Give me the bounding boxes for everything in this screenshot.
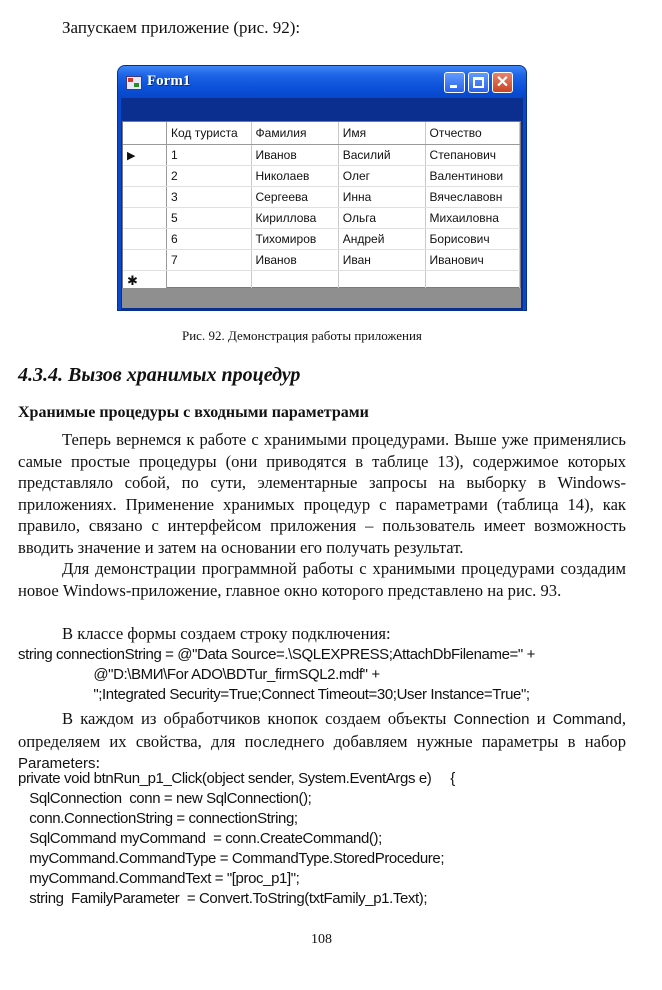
row-header[interactable] xyxy=(123,229,166,250)
grid-header-row xyxy=(123,122,520,145)
cell-family[interactable]: Иванов xyxy=(251,145,338,166)
column-header[interactable]: Отчество xyxy=(425,122,519,145)
code-line: myCommand.CommandText = "[proc_p1]"; xyxy=(18,870,300,887)
table-row[interactable] xyxy=(123,208,520,229)
close-icon: ✕ xyxy=(495,74,510,91)
cell-name[interactable]: Олег xyxy=(338,166,425,187)
code-term: Command xyxy=(552,711,622,728)
subsection-title: Хранимые процедуры с входными параметрами xyxy=(18,404,369,421)
code-line: SqlConnection conn = new SqlConnection(); xyxy=(18,790,312,807)
paragraph: В классе формы создаем строку подключения: xyxy=(62,624,391,643)
cell-id[interactable]: 5 xyxy=(166,208,251,229)
code-term: Parameters xyxy=(18,755,96,772)
current-row-marker[interactable]: ▶ xyxy=(123,145,166,166)
window-title: Form1 xyxy=(147,73,191,89)
code-line: @"D:\ВМИ\For ADO\BDTur_firmSQL2.mdf" + xyxy=(18,666,380,683)
row-header-corner[interactable] xyxy=(123,122,166,145)
cell-family[interactable]: Сергеева xyxy=(251,187,338,208)
cell-family[interactable]: Николаев xyxy=(251,166,338,187)
app-icon xyxy=(126,76,142,90)
form1-window xyxy=(118,66,526,310)
code-line: myCommand.CommandType = CommandType.StoredProcedure; xyxy=(18,850,445,867)
minimize-button[interactable] xyxy=(444,72,465,93)
title-bar[interactable] xyxy=(118,66,526,98)
column-header[interactable]: Фамилия xyxy=(251,122,338,145)
form-client-area xyxy=(121,98,523,310)
close-button[interactable] xyxy=(492,72,513,93)
cell-patronymic[interactable]: Валентинови xyxy=(425,166,519,187)
code-line: conn.ConnectionString = connectionString; xyxy=(18,810,298,827)
cell-id[interactable]: 2 xyxy=(166,166,251,187)
column-header[interactable]: Имя xyxy=(338,122,425,145)
cell-name[interactable]: Василий xyxy=(338,145,425,166)
code-line: ";Integrated Security=True;Connect Timeout=30;User Instance=True"; xyxy=(18,686,530,703)
cell-patronymic[interactable]: Борисович xyxy=(425,229,519,250)
paragraph: Теперь вернемся к работе с хранимыми процедурами. Выше уже применялись самые простые процедуры (они приводятся в таблице 13), содержимое которых представляло собой, по сути, элементарные запросы на выборку в Windows-приложениях. Применение хранимых процедур с параметрами (таблица 14), как правило, связано с интерфейсом приложения – пользователь имеет возможность вводить значение и затем на основании его получать результат. xyxy=(18,430,626,557)
table-row[interactable] xyxy=(123,166,520,187)
minimize-icon xyxy=(450,85,457,88)
cell-patronymic[interactable]: Михаиловна xyxy=(425,208,519,229)
form-bottom-area xyxy=(122,288,521,308)
paragraph-text: и xyxy=(529,709,553,728)
row-header[interactable] xyxy=(123,250,166,271)
cell-family[interactable]: Тихомиров xyxy=(251,229,338,250)
table-row[interactable] xyxy=(123,229,520,250)
row-header[interactable] xyxy=(123,166,166,187)
paragraph-text: В каждом из обработчиков кнопок создаем объекты xyxy=(62,709,454,728)
data-grid[interactable] xyxy=(122,121,521,288)
new-row-marker[interactable]: ✱ xyxy=(123,271,166,292)
cell-patronymic[interactable]: Степанович xyxy=(425,145,519,166)
cell-name[interactable]: Андрей xyxy=(338,229,425,250)
paragraph-text: , определяем их свойства, для последнего добавляем нужные параметры в набор xyxy=(18,709,626,751)
cell-family[interactable]: Иванов xyxy=(251,250,338,271)
maximize-button[interactable] xyxy=(468,72,489,93)
column-header[interactable]: Код туриста xyxy=(166,122,251,145)
code-term: Connection xyxy=(453,711,530,728)
cell-name[interactable]: Ольга xyxy=(338,208,425,229)
intro-text: Запускаем приложение (рис. 92): xyxy=(62,18,301,37)
cell-patronymic[interactable]: Вячеславовн xyxy=(425,187,519,208)
row-header[interactable] xyxy=(123,208,166,229)
paragraph xyxy=(18,708,626,775)
table-row[interactable] xyxy=(123,187,520,208)
paragraph: Для демонстрации программной работы с хранимыми процедурами создадим новое Windows-приложение, главное окно которого представлено на рис. 93. xyxy=(18,559,626,600)
code-line: SqlCommand myCommand = conn.CreateCommand(); xyxy=(18,830,382,847)
section-title: 4.3.4. Вызов хранимых процедур xyxy=(18,364,301,386)
cell-id[interactable]: 1 xyxy=(166,145,251,166)
row-header[interactable] xyxy=(123,187,166,208)
maximize-icon xyxy=(473,77,484,88)
table-row[interactable] xyxy=(123,250,520,271)
figure-caption: Рис. 92. Демонстрация работы приложения xyxy=(182,328,422,343)
cell-id[interactable]: 6 xyxy=(166,229,251,250)
code-line: private void btnRun_p1_Click(object sender, System.EventArgs e) { xyxy=(18,770,455,787)
table-row[interactable] xyxy=(123,145,520,166)
cell-patronymic[interactable]: Иванович xyxy=(425,250,519,271)
page-number: 108 xyxy=(311,932,332,947)
cell-name[interactable]: Иван xyxy=(338,250,425,271)
code-line: string connectionString = @"Data Source=.\SQLEXPRESS;AttachDbFilename=" + xyxy=(18,646,535,663)
cell-name[interactable]: Инна xyxy=(338,187,425,208)
cell-id[interactable]: 7 xyxy=(166,250,251,271)
paragraph-text: : xyxy=(95,753,101,772)
cell-id[interactable]: 3 xyxy=(166,187,251,208)
code-line: string FamilyParameter = Convert.ToString(txtFamily_p1.Text); xyxy=(18,890,428,907)
grid-table xyxy=(123,122,520,292)
cell-family[interactable]: Кириллова xyxy=(251,208,338,229)
